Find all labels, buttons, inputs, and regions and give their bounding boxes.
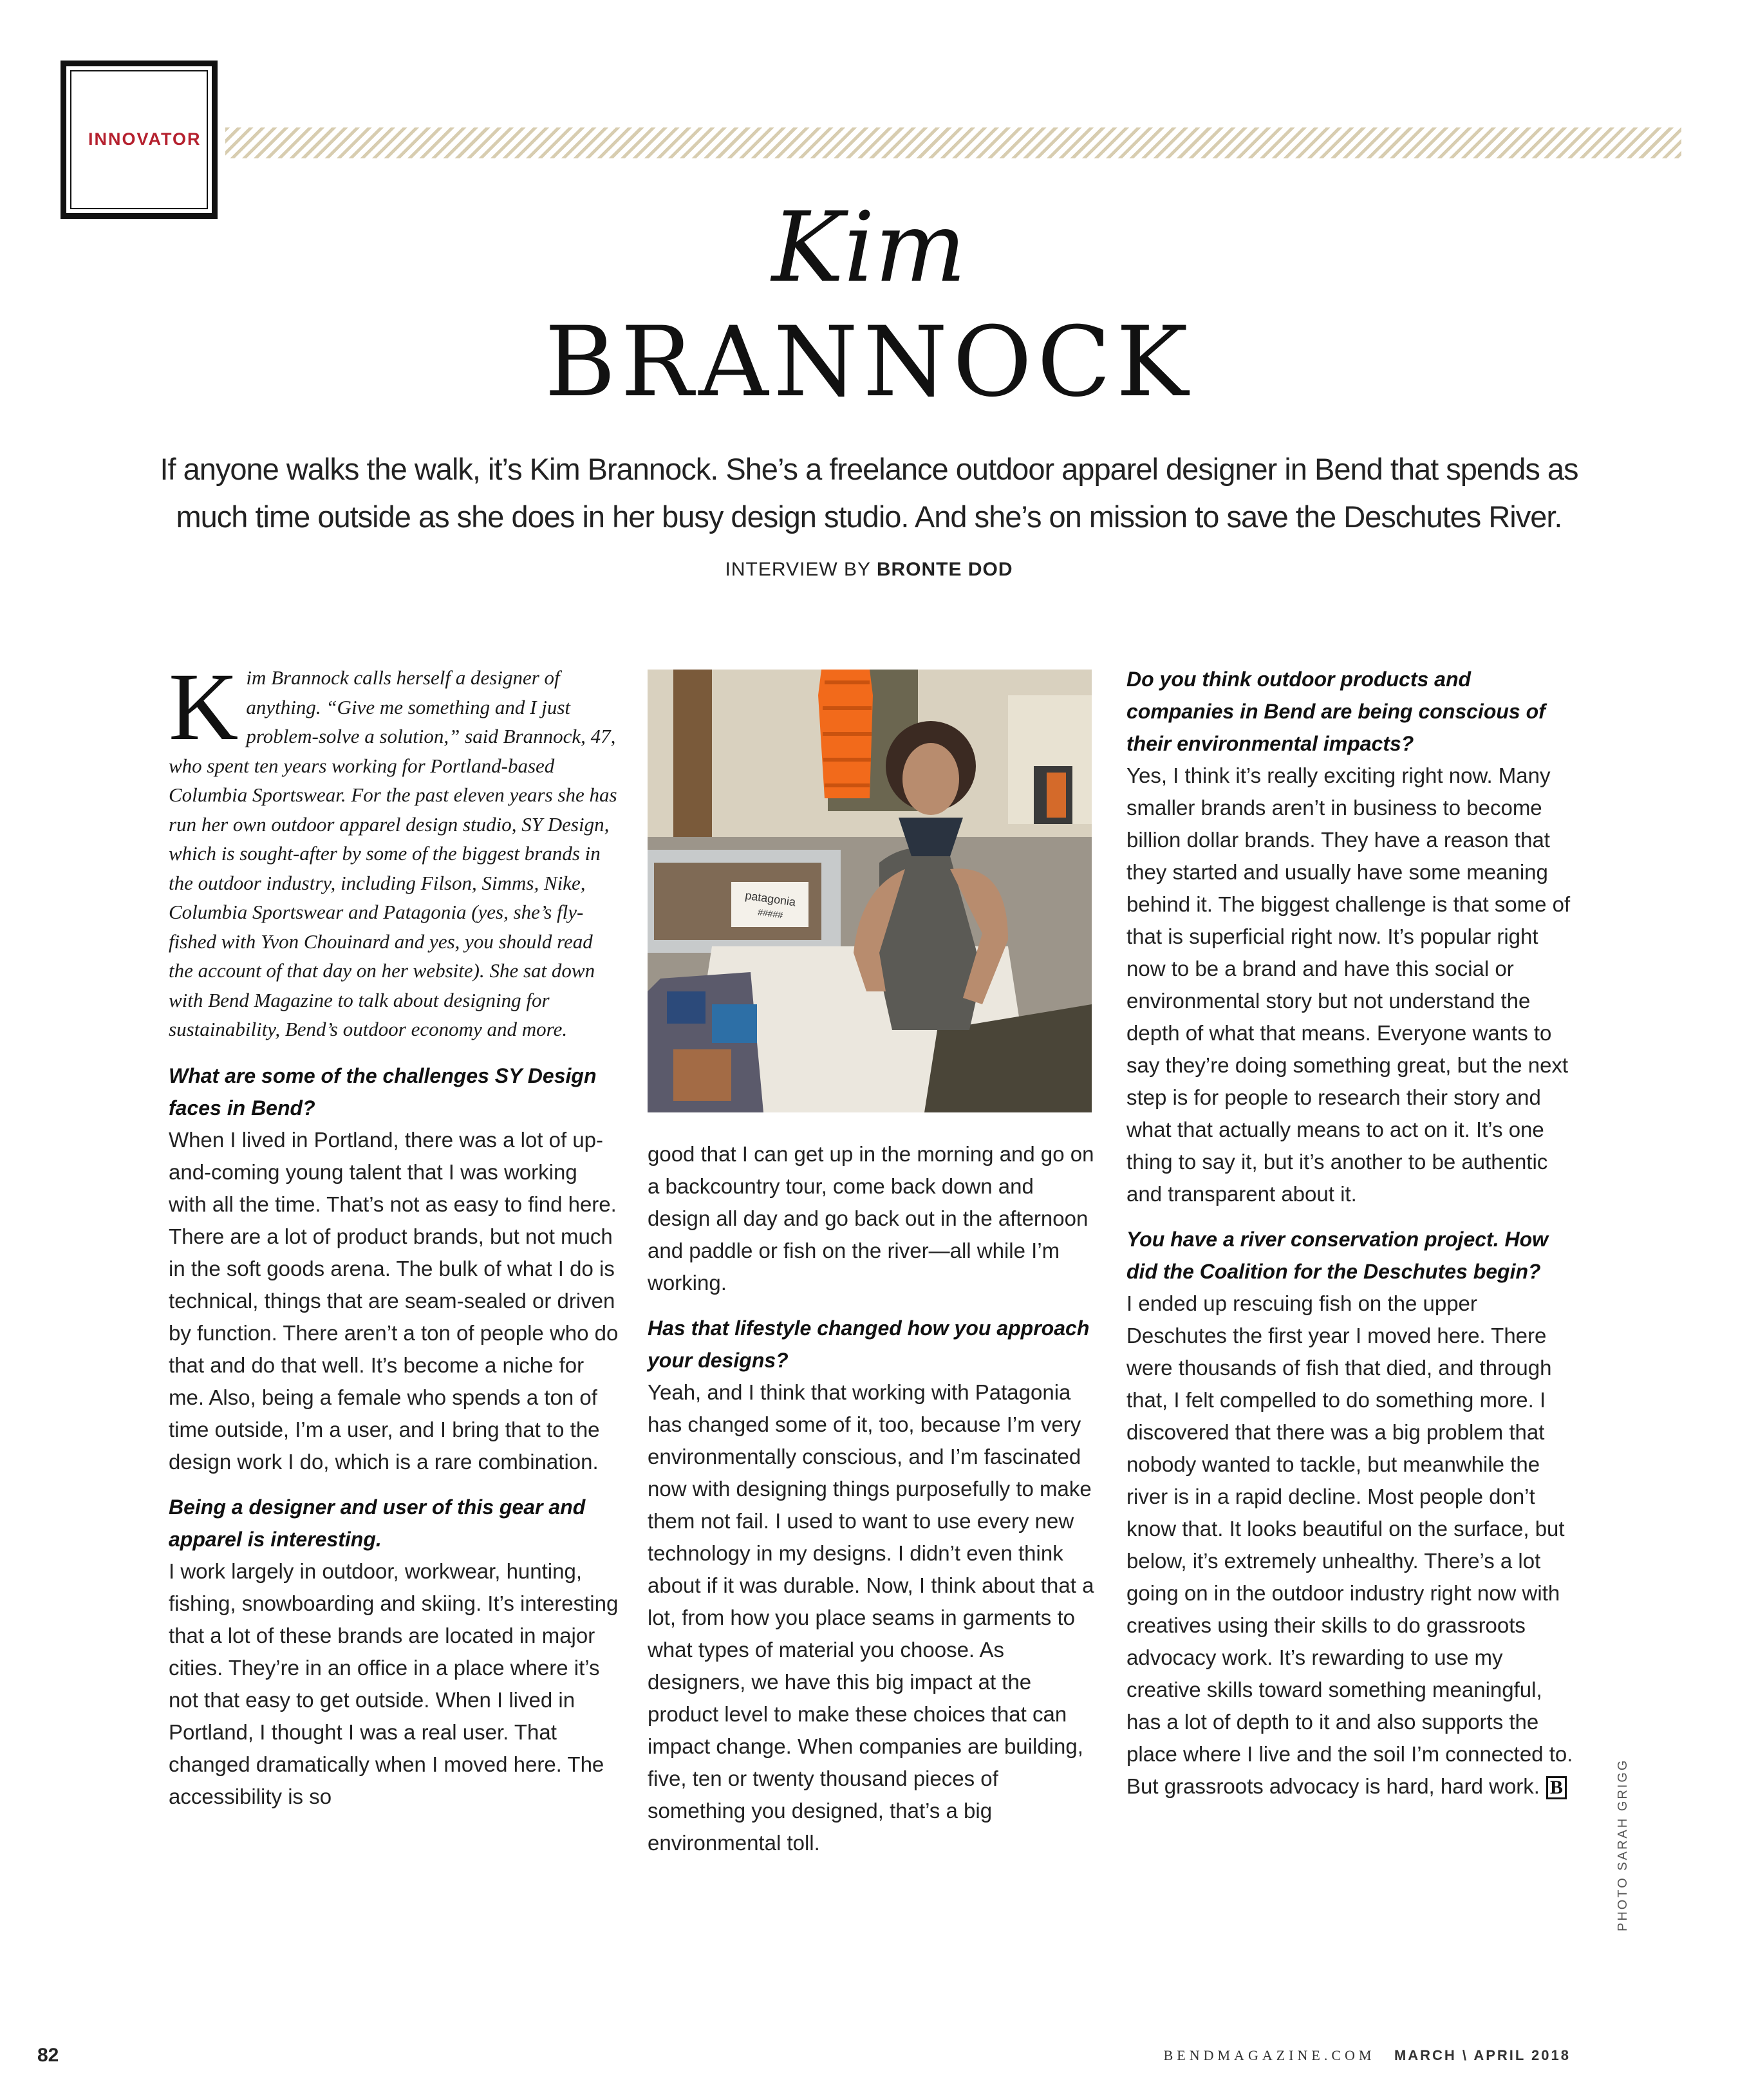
photo-credit: PHOTO SARAH GRIGG bbox=[1616, 1758, 1630, 1931]
answer-3: Yeah, and I think that working with Patagonia has changed some of it, too, because I’m very environmentally conscious, and I’m fascinated now with designing things purposefully to make them not fail. I used to want to use every new technology in my designs. I didn’t even think about if it was durable. Now, I think about that a lot, from how you place seams in garments to what types of material you choose. As designers, we have this big impact at the product level to make these choices that can impact change. When companies are building, five, ten or twenty thousand pieces of something you designed, that’s a big environmental toll. bbox=[648, 1380, 1094, 1855]
section-label: INNOVATOR bbox=[88, 129, 201, 149]
answer-2-continued: good that I can get up in the morning and go on a backcountry tour, come back down and design all day and go back out in the afternoon and paddle or fish on the river—all while I’m working. bbox=[648, 1142, 1094, 1295]
answer-5-text: I ended up rescuing fish on the upper Deschutes the first year I moved here. There were thousands of fish that died, and through that, I felt compelled to do something more. I discovered that there was a big problem that nobody wanted to tackle, but meanwhile the river is in a rapid decline. Most people don’t know that. It looks beautiful on the surface, but below, it’s extremely unhealthy. There’s a lot going on in the outdoor industry right now with creatives using their skills to do grassroots advocacy work. It’s rewarding to use my creative skills toward something meaningful, has a lot of depth to it and also supports the place where I live and the soil I’m connected to. But grassroots advocacy is hard, hard work. bbox=[1126, 1291, 1573, 1798]
footer-site: BENDMAGAZINE.COM bbox=[1163, 2047, 1376, 2063]
end-mark-icon: B bbox=[1546, 1776, 1567, 1799]
decorative-hatch-rule bbox=[225, 127, 1681, 158]
question-5: You have a river conservation project. How did the Coalition for the Deschutes begin? bbox=[1126, 1228, 1549, 1283]
column-2 bbox=[648, 1138, 1098, 1872]
footer bbox=[1164, 2047, 1571, 2064]
designer-photo bbox=[648, 670, 1092, 1112]
photo-box-label-2: ##### bbox=[757, 906, 784, 921]
footer-issue: MARCH \ APRIL 2018 bbox=[1394, 2047, 1571, 2063]
answer-5 bbox=[1126, 1288, 1577, 1803]
answer-4: Yes, I think it’s really exciting right now. Many smaller brands aren’t in business to become billion dollar brands. They have a reason that they started and usually have some meaning behind it. The biggest challenge is that some of that is superficial right now. It’s popular right now to be a brand and have this social or environmental story but not understand the depth of what that means. Everyone wants to say they’re doing something great, but the next step is for people to research their story and what that actually means to act on it. It’s one thing to say it, but it’s another to be authentic and transparent about it. bbox=[1126, 764, 1571, 1206]
photo-illustration bbox=[648, 670, 1092, 1112]
drop-cap: K bbox=[169, 653, 239, 760]
byline bbox=[0, 559, 1738, 581]
intro-paragraph bbox=[169, 653, 619, 1044]
answer-1: When I lived in Portland, there was a lot of up-and-coming young talent that I was working with all the time. That’s not as easy to find here. There are a lot of product brands, but not much in the soft goods arena. The bulk of what I do is technical, things that are seam-sealed or driven by function. There aren’t a ton of people who do that and do that well. It’s become a niche for me. Also, being a female who spends a ton of time outside, I’m a user, and I bring that to the design work I do, which is a rare combination. bbox=[169, 1127, 619, 1474]
title-first-name: Kim bbox=[771, 192, 967, 304]
column-3 bbox=[1126, 663, 1577, 1815]
question-3: Has that lifestyle changed how you approach your designs? bbox=[648, 1317, 1090, 1372]
intro-text: im Brannock calls herself a designer of anything. “Give me something and I just problem-solve a solution,” said Brannock, 47, who spent ten years working for Portland-based Columbia Sportswear. For the past eleven years she has run her own outdoor apparel design studio, SY Design, which is sought-after by some of the biggest brands in the outdoor industry, including Filson, Simms, Nike, Columbia Sportswear and Patagonia (yes, she’s fly-fished with Yvon Chouinard and yes, you should read the account of that day on her website). She sat down with Bend Magazine to talk about designing for sustainability, Bend’s outdoor economy and more. bbox=[169, 666, 617, 1040]
title-last-name: BRANNOCK bbox=[545, 306, 1193, 418]
deck-text: If anyone walks the walk, it’s Kim Brannock. She’s a freelance outdoor apparel designer in Bend that spends as much time outside as she does in her busy design studio. And she’s on mission to save the Deschutes River. bbox=[160, 452, 1578, 534]
answer-2: I work largely in outdoor, workwear, hunting, fishing, snowboarding and skiing. It’s interesting that a lot of these brands are located in major cities. They’re in an office in a place where it’s not that easy to get outside. When I lived in Portland, I thought I was a real user. That changed dramatically when I moved here. The accessibility is so bbox=[169, 1559, 619, 1808]
photo-box-label-1: patagonia bbox=[744, 888, 797, 909]
question-4: Do you think outdoor products and companies in Bend are being conscious of their environmental impacts? bbox=[1126, 668, 1546, 755]
question-1: What are some of the challenges SY Design faces in Bend? bbox=[169, 1064, 597, 1120]
byline-author: BRONTE DOD bbox=[876, 559, 1013, 580]
question-2: Being a designer and user of this gear and apparel is interesting. bbox=[169, 1495, 586, 1551]
page-number: 82 bbox=[37, 2045, 59, 2066]
byline-prefix: INTERVIEW BY bbox=[725, 559, 871, 580]
column-1 bbox=[169, 653, 619, 1826]
